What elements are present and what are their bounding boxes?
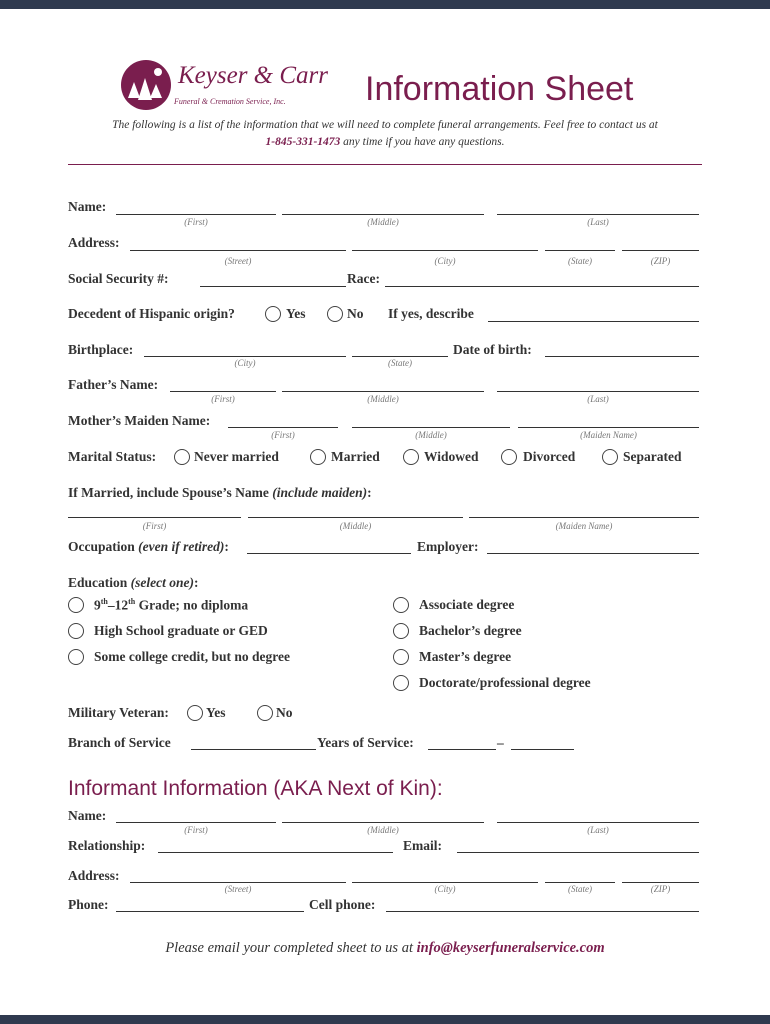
name-last-field[interactable]: [497, 214, 699, 215]
edu-grade-label: 9th–12th Grade; no diploma: [94, 597, 249, 613]
marital-divorced-label: Divorced: [523, 449, 576, 464]
employer-label: Employer:: [417, 539, 479, 554]
relationship-field[interactable]: [158, 852, 393, 853]
occupation-field[interactable]: [247, 553, 411, 554]
birthplace-label: Birthplace:: [68, 342, 134, 357]
mother-maiden-field[interactable]: [518, 427, 699, 428]
intro-text: The following is a list of the information that we will need to complete funeral arrangements. Feel free to contact us at: [112, 119, 658, 131]
address-street-field[interactable]: [130, 250, 346, 251]
sub-street-informant: (Street): [224, 884, 252, 894]
edu-associate-radio[interactable]: [393, 597, 409, 613]
veteran-yes-radio[interactable]: [187, 705, 203, 721]
intro-text-2: 1-845-331-1473 any time if you have any questions.: [265, 136, 505, 148]
relationship-label: Relationship:: [68, 838, 146, 853]
edu-hs-label: High School graduate or GED: [94, 623, 268, 638]
marital-married-label: Married: [331, 449, 380, 464]
employer-field[interactable]: [487, 553, 699, 554]
hispanic-no-radio[interactable]: [327, 306, 343, 322]
top-band: [0, 0, 770, 9]
hispanic-describe-field[interactable]: [488, 321, 699, 322]
ssn-field[interactable]: [200, 286, 346, 287]
mother-first-field[interactable]: [228, 427, 338, 428]
name-middle-field[interactable]: [282, 214, 484, 215]
logo-name: Keyser & Carr: [178, 62, 328, 89]
sub-zip: (ZIP): [650, 256, 671, 266]
marital-widowed-radio[interactable]: [403, 449, 419, 465]
spouse-label: If Married, include Spouse’s Name (include maiden):: [68, 485, 372, 500]
sub-middle: (Middle): [367, 217, 399, 227]
email-label: Email:: [403, 838, 442, 853]
sub-middle-spouse: (Middle): [339, 521, 372, 531]
marital-separated-label: Separated: [623, 449, 682, 464]
informant-last-field[interactable]: [497, 822, 699, 823]
informant-heading: Informant Information (AKA Next of Kin):: [68, 777, 443, 800]
edu-associate-label: Associate degree: [419, 597, 515, 612]
marital-divorced-radio[interactable]: [501, 449, 517, 465]
veteran-no-label: No: [276, 705, 293, 720]
years-label: Years of Service:: [317, 735, 414, 750]
footer-email-link[interactable]: info@keyserfuneralservice.com: [416, 940, 605, 956]
dob-label: Date of birth:: [453, 342, 532, 357]
marital-married-radio[interactable]: [310, 449, 326, 465]
edu-grade-radio[interactable]: [68, 597, 84, 613]
address-zip-field[interactable]: [622, 250, 699, 251]
informant-zip-field[interactable]: [622, 882, 699, 883]
veteran-no-radio[interactable]: [257, 705, 273, 721]
sub-first-father: (First): [211, 394, 235, 404]
hispanic-label: Decedent of Hispanic origin?: [68, 306, 235, 321]
ssn-label: Social Security #:: [68, 271, 169, 286]
edu-bachelor-label: Bachelor’s degree: [419, 623, 522, 638]
years-dash: –: [497, 735, 504, 750]
spouse-middle-field[interactable]: [248, 517, 463, 518]
sub-middle-mother: (Middle): [415, 430, 447, 440]
bottom-band: [0, 1015, 770, 1024]
marital-widowed-label: Widowed: [424, 449, 479, 464]
cell-label: Cell phone:: [309, 897, 376, 912]
race-field[interactable]: [385, 286, 699, 287]
years-from-field[interactable]: [428, 749, 496, 750]
father-middle-field[interactable]: [282, 391, 484, 392]
informant-state-field[interactable]: [545, 882, 615, 883]
sub-city: (City): [434, 256, 456, 266]
sub-zip-informant: (ZIP): [650, 884, 671, 894]
edu-bachelor-radio[interactable]: [393, 623, 409, 639]
father-label: Father’s Name:: [68, 377, 159, 392]
logo-tree-icon: [120, 58, 176, 112]
years-to-field[interactable]: [511, 749, 574, 750]
sub-state-informant: (State): [568, 884, 592, 894]
edu-doctorate-radio[interactable]: [393, 675, 409, 691]
sub-street: (Street): [224, 256, 252, 266]
contact-phone[interactable]: 1-845-331-1473: [265, 136, 341, 148]
sub-state: (State): [568, 256, 592, 266]
occupation-label: Occupation (even if retired):: [68, 539, 229, 554]
hispanic-yes-label: Yes: [286, 306, 306, 321]
address-label: Address:: [68, 235, 120, 250]
sub-first: (First): [184, 217, 208, 227]
sub-last-informant: (Last): [587, 825, 609, 835]
marital-never-radio[interactable]: [174, 449, 190, 465]
sub-last: (Last): [587, 217, 609, 227]
informant-city-field[interactable]: [352, 882, 538, 883]
branch-field[interactable]: [191, 749, 316, 750]
marital-separated-radio[interactable]: [602, 449, 618, 465]
spouse-first-field[interactable]: [68, 517, 241, 518]
edu-hs-radio[interactable]: [68, 623, 84, 639]
address-state-field[interactable]: [545, 250, 615, 251]
header-divider: [68, 164, 702, 165]
sub-city-birth: (City): [234, 358, 256, 368]
sub-first-mother: (First): [271, 430, 295, 440]
name-label: Name:: [68, 199, 107, 214]
sub-maiden-mother: (Maiden Name): [580, 430, 637, 440]
if-yes-label: If yes, describe: [388, 306, 474, 321]
informant-first-field[interactable]: [116, 822, 276, 823]
logo-tagline: Funeral & Cremation Service, Inc.: [174, 97, 286, 106]
edu-doctorate-label: Doctorate/professional degree: [419, 675, 591, 690]
address-city-field[interactable]: [352, 250, 538, 251]
education-label: Education (select one):: [68, 575, 199, 590]
page-title: Information Sheet: [365, 70, 634, 108]
birthplace-state-field[interactable]: [352, 356, 448, 357]
sub-state-birth: (State): [388, 358, 412, 368]
veteran-label: Military Veteran:: [68, 705, 169, 720]
race-label: Race:: [347, 271, 380, 286]
edu-college-label: Some college credit, but no degree: [94, 649, 290, 664]
dob-field[interactable]: [545, 356, 699, 357]
email-field[interactable]: [457, 852, 699, 853]
mother-label: Mother’s Maiden Name:: [68, 413, 211, 428]
mother-middle-field[interactable]: [352, 427, 510, 428]
veteran-yes-label: Yes: [206, 705, 226, 720]
phone-label: Phone:: [68, 897, 109, 912]
branch-label: Branch of Service: [68, 735, 171, 750]
edu-master-label: Master’s degree: [419, 649, 512, 664]
father-first-field[interactable]: [170, 391, 276, 392]
father-last-field[interactable]: [497, 391, 699, 392]
sub-maiden-spouse: (Maiden Name): [555, 521, 613, 531]
sub-first-spouse: (First): [142, 521, 167, 531]
informant-name-label: Name:: [68, 808, 107, 823]
sub-last-father: (Last): [587, 394, 609, 404]
sub-middle-informant: (Middle): [367, 825, 399, 835]
marital-never-label: Never married: [194, 449, 279, 464]
informant-middle-field[interactable]: [282, 822, 484, 823]
hispanic-yes-radio[interactable]: [265, 306, 281, 322]
hispanic-no-label: No: [347, 306, 364, 321]
phone-field[interactable]: [116, 911, 304, 912]
sub-middle-father: (Middle): [367, 394, 399, 404]
name-first-field[interactable]: [116, 214, 276, 215]
marital-label: Marital Status:: [68, 449, 157, 464]
sub-city-informant: (City): [434, 884, 456, 894]
edu-college-radio[interactable]: [68, 649, 84, 665]
informant-address-label: Address:: [68, 868, 120, 883]
edu-master-radio[interactable]: [393, 649, 409, 665]
birthplace-city-field[interactable]: [144, 356, 346, 357]
footer-text: Please email your completed sheet to us at info@keyserfuneralservice.com: [165, 940, 605, 956]
sub-first-informant: (First): [184, 825, 208, 835]
spouse-maiden-field[interactable]: [469, 517, 699, 518]
informant-street-field[interactable]: [130, 882, 346, 883]
cell-field[interactable]: [386, 911, 699, 912]
